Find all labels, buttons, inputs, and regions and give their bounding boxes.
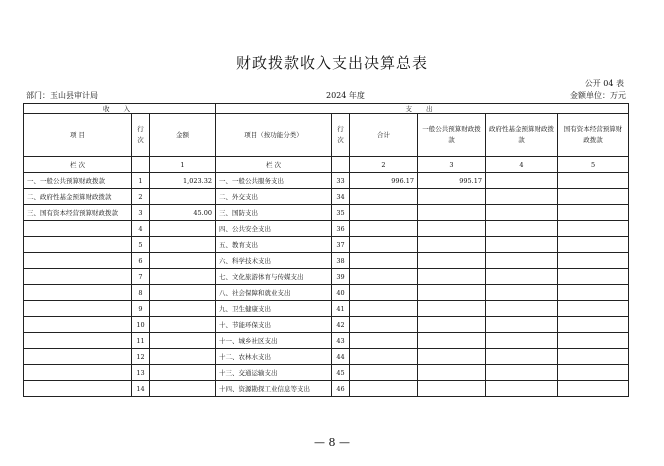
expense-item: 四、公共安全支出 <box>216 221 332 237</box>
expense-gov-fund <box>486 237 558 253</box>
income-item <box>24 365 132 381</box>
table-row <box>24 269 629 285</box>
header-exp-item: 项目（按功能分类） <box>216 114 332 157</box>
expense-row-no: 41 <box>332 301 350 317</box>
expense-general-budget <box>418 317 486 333</box>
table-row <box>24 253 629 269</box>
page-number: — 8 — <box>314 436 350 449</box>
header-gov-fund: 政府性基金预算财政拨款 <box>486 114 558 157</box>
expense-total <box>350 237 418 253</box>
income-row-no: 11 <box>132 333 150 349</box>
expense-general-budget <box>418 253 486 269</box>
expense-state-capital <box>558 285 629 301</box>
expense-row-no: 44 <box>332 349 350 365</box>
expense-general-budget <box>418 365 486 381</box>
expense-item: 六、科学技术支出 <box>216 253 332 269</box>
expense-row-no: 42 <box>332 317 350 333</box>
income-amount <box>150 333 216 349</box>
income-row-no: 5 <box>132 237 150 253</box>
expense-item: 十四、资源勘探工业信息等支出 <box>216 381 332 397</box>
index-gov-fund: 4 <box>486 157 558 173</box>
expense-row-no: 37 <box>332 237 350 253</box>
index-general-budget: 3 <box>418 157 486 173</box>
income-amount <box>150 317 216 333</box>
table-row <box>24 365 629 381</box>
expense-item: 九、卫生健康支出 <box>216 301 332 317</box>
expense-item: 十三、交通运输支出 <box>216 365 332 381</box>
table-row <box>24 301 629 317</box>
income-item <box>24 237 132 253</box>
expense-gov-fund <box>486 365 558 381</box>
income-row-no: 14 <box>132 381 150 397</box>
income-row-no: 6 <box>132 253 150 269</box>
index-state-capital: 5 <box>558 157 629 173</box>
income-row-no: 12 <box>132 349 150 365</box>
income-item: 三、国有资本经营预算财政拨款 <box>24 205 132 221</box>
income-item <box>24 269 132 285</box>
income-item <box>24 381 132 397</box>
income-amount <box>150 285 216 301</box>
header-total: 合计 <box>350 114 418 157</box>
income-amount <box>150 253 216 269</box>
expense-general-budget <box>418 301 486 317</box>
column-index-row <box>24 157 629 173</box>
index-blank <box>132 157 150 173</box>
income-item <box>24 301 132 317</box>
expense-gov-fund <box>486 381 558 397</box>
expense-total <box>350 253 418 269</box>
department-label: 部门：玉山县审计局 <box>26 91 98 100</box>
expense-general-budget: 995.17 <box>418 173 486 189</box>
income-item: 一、一般公共预算财政拨款 <box>24 173 132 189</box>
income-row-no: 13 <box>132 365 150 381</box>
expense-total <box>350 205 418 221</box>
income-section-label: 收 入 <box>24 104 216 114</box>
expense-total <box>350 349 418 365</box>
income-amount: 1,023.32 <box>150 173 216 189</box>
table-row <box>24 221 629 237</box>
expense-gov-fund <box>486 269 558 285</box>
expense-general-budget <box>418 269 486 285</box>
expense-item: 十二、农林水支出 <box>216 349 332 365</box>
income-amount <box>150 189 216 205</box>
table-row <box>24 189 629 205</box>
expense-general-budget <box>418 221 486 237</box>
expense-gov-fund <box>486 317 558 333</box>
expense-state-capital <box>558 381 629 397</box>
expense-general-budget <box>418 285 486 301</box>
page-title: 财政拨款收入支出决算总表 <box>235 54 428 72</box>
expense-row-no: 36 <box>332 221 350 237</box>
expense-total <box>350 381 418 397</box>
table-row <box>24 333 629 349</box>
expense-gov-fund <box>486 285 558 301</box>
income-amount <box>150 349 216 365</box>
table-row <box>24 237 629 253</box>
income-amount <box>150 301 216 317</box>
income-amount <box>150 269 216 285</box>
expense-state-capital <box>558 237 629 253</box>
header-amount: 金额 <box>150 114 216 157</box>
expense-total <box>350 285 418 301</box>
amount-unit: 金额单位：万元 <box>570 91 626 100</box>
index-exp-label: 栏 次 <box>216 157 332 173</box>
expense-general-budget <box>418 189 486 205</box>
table-row <box>24 205 629 221</box>
expense-state-capital <box>558 269 629 285</box>
header-general-budget: 一般公共预算财政拨款 <box>418 114 486 157</box>
expense-state-capital <box>558 365 629 381</box>
form-number: 公开 04 表 <box>584 79 624 88</box>
header-item: 项 目 <box>24 114 132 157</box>
expense-total: 996.17 <box>350 173 418 189</box>
expense-item: 二、外交支出 <box>216 189 332 205</box>
expense-general-budget <box>418 205 486 221</box>
expense-state-capital <box>558 173 629 189</box>
expense-item: 十、节能环保支出 <box>216 317 332 333</box>
income-item <box>24 349 132 365</box>
expense-item: 十一、城乡社区支出 <box>216 333 332 349</box>
expense-gov-fund <box>486 205 558 221</box>
expense-total <box>350 365 418 381</box>
expense-state-capital <box>558 189 629 205</box>
expense-item: 八、社会保障和就业支出 <box>216 285 332 301</box>
expense-row-no: 35 <box>332 205 350 221</box>
index-amount: 1 <box>150 157 216 173</box>
expense-gov-fund <box>486 173 558 189</box>
header-exp-row-no: 行次 <box>332 114 350 157</box>
income-amount <box>150 365 216 381</box>
expense-row-no: 43 <box>332 333 350 349</box>
index-label: 栏 次 <box>24 157 132 173</box>
expense-state-capital <box>558 253 629 269</box>
header-state-capital: 国有资本经营预算财政拨款 <box>558 114 629 157</box>
expense-general-budget <box>418 381 486 397</box>
income-row-no: 10 <box>132 317 150 333</box>
expense-state-capital <box>558 301 629 317</box>
expense-item: 七、文化旅游体育与传媒支出 <box>216 269 332 285</box>
expense-total <box>350 317 418 333</box>
income-row-no: 1 <box>132 173 150 189</box>
expense-row-no: 38 <box>332 253 350 269</box>
expense-total <box>350 333 418 349</box>
expense-state-capital <box>558 221 629 237</box>
fiscal-year: 2024 年度 <box>326 91 365 100</box>
expense-total <box>350 301 418 317</box>
table-row <box>24 285 629 301</box>
expense-row-no: 34 <box>332 189 350 205</box>
expense-section-label: 支 出 <box>216 104 629 114</box>
expense-total <box>350 221 418 237</box>
expense-total <box>350 269 418 285</box>
income-item <box>24 253 132 269</box>
expense-row-no: 45 <box>332 365 350 381</box>
expense-row-no: 46 <box>332 381 350 397</box>
income-amount <box>150 237 216 253</box>
income-row-no: 7 <box>132 269 150 285</box>
expense-state-capital <box>558 333 629 349</box>
expense-general-budget <box>418 237 486 253</box>
income-row-no: 3 <box>132 205 150 221</box>
expense-gov-fund <box>486 301 558 317</box>
table-row <box>24 317 629 333</box>
income-item: 二、政府性基金预算财政拨款 <box>24 189 132 205</box>
expense-general-budget <box>418 333 486 349</box>
expense-total <box>350 189 418 205</box>
income-amount <box>150 381 216 397</box>
expense-row-no: 40 <box>332 285 350 301</box>
income-row-no: 8 <box>132 285 150 301</box>
expense-gov-fund <box>486 349 558 365</box>
income-item <box>24 285 132 301</box>
expense-gov-fund <box>486 253 558 269</box>
expense-item: 一、一般公共服务支出 <box>216 173 332 189</box>
header-row-no: 行次 <box>132 114 150 157</box>
income-row-no: 2 <box>132 189 150 205</box>
section-header-row <box>24 104 629 114</box>
expense-row-no: 33 <box>332 173 350 189</box>
table-row <box>24 381 629 397</box>
expense-general-budget <box>418 349 486 365</box>
income-row-no: 9 <box>132 301 150 317</box>
income-amount <box>150 221 216 237</box>
income-item <box>24 221 132 237</box>
table-row <box>24 349 629 365</box>
expense-item: 三、国防支出 <box>216 205 332 221</box>
expense-state-capital <box>558 349 629 365</box>
income-item <box>24 333 132 349</box>
index-blank <box>332 157 350 173</box>
income-amount: 45.00 <box>150 205 216 221</box>
expense-gov-fund <box>486 221 558 237</box>
expense-item: 五、教育支出 <box>216 237 332 253</box>
table-row <box>24 173 629 189</box>
expense-gov-fund <box>486 333 558 349</box>
income-row-no: 4 <box>132 221 150 237</box>
expense-gov-fund <box>486 189 558 205</box>
column-header-row <box>24 114 629 157</box>
expense-row-no: 39 <box>332 269 350 285</box>
expense-state-capital <box>558 205 629 221</box>
table-body <box>24 173 629 397</box>
income-item <box>24 317 132 333</box>
budget-table <box>23 103 629 397</box>
expense-state-capital <box>558 317 629 333</box>
index-total: 2 <box>350 157 418 173</box>
